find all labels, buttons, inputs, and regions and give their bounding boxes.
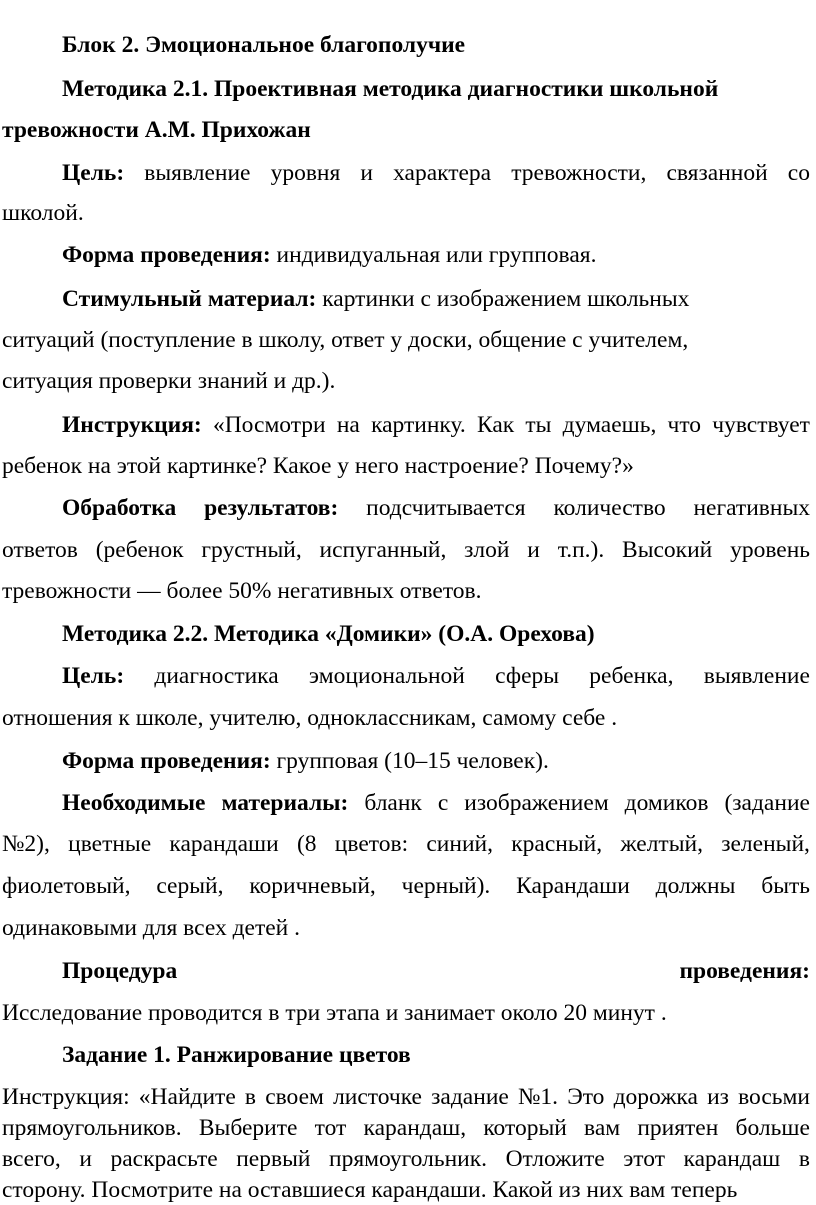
m22-form-label: Форма проведения: — [62, 748, 271, 774]
m21-goal-line1: Цель: выявление уровня и характера тревожности, связанной со — [62, 160, 810, 186]
m22-procedure-text: Исследование проводится в три этапа и занимает около 20 минут . — [2, 1000, 667, 1026]
m21-instr-line1: Инструкция: «Посмотри на картинку. Как ты думаешь, что чувствует — [62, 412, 810, 438]
m21-form: Форма проведения: индивидуальная или групповая. — [62, 242, 597, 268]
m21-form-label: Форма проведения: — [62, 242, 271, 268]
m22-mat-line2: №2), цветные карандаши (8 цветов: синий, красный, желтый, зеленый, — [2, 831, 810, 857]
m21-title-line2: тревожности А.М. Прихожан — [2, 117, 311, 143]
m22-form: Форма проведения: групповая (10–15 человек). — [62, 748, 549, 774]
m22-task1-title: Задание 1. Ранжирование цветов — [62, 1042, 411, 1068]
m21-proc-line2: ответов (ребенок грустный, испуганный, злой и т.п.). Высокий уровень — [2, 537, 810, 563]
m21-instr-line2: ребенок на этой картинке? Какое у него настроение? Почему?» — [2, 453, 634, 479]
m22-task1-line3: всего, и раскрасьте первый прямоугольник. Отложите этот карандаш в — [2, 1146, 810, 1172]
m22-mat-line1: Необходимые материалы: бланк с изображением домиков (задание — [62, 790, 810, 816]
m22-task1-line1: Инструкция: «Найдите в своем листочке задание №1. Это дорожка из восьми — [2, 1084, 810, 1110]
m21-stim-label: Стимульный материал: — [62, 286, 317, 312]
m22-title: Методика 2.2. Методика «Домики» (О.А. Орехова) — [62, 621, 595, 647]
m22-goal-line1: Цель: диагностика эмоциональной сферы ребенка, выявление — [62, 663, 810, 689]
m22-goal-line2: отношения к школе, учителю, одноклассникам, самому себе . — [2, 705, 618, 731]
m21-title-line1: Методика 2.1. Проективная методика диагностики школьной — [62, 76, 719, 102]
m21-instr-label: Инструкция: — [62, 412, 202, 438]
m21-stim-line2: ситуаций (поступление в школу, ответ у доски, общение с учителем, — [2, 327, 689, 353]
m21-proc-line1: Обработка результатов: подсчитывается количество негативных — [62, 495, 810, 521]
m21-goal-line2: школой. — [2, 200, 84, 226]
block-title: Блок 2. Эмоциональное благополучие — [62, 32, 466, 58]
m22-mat-line3: фиолетовый, серый, коричневый, черный). Карандаши должны быть — [2, 873, 810, 899]
m22-task1-line4: сторону. Посмотрите на оставшиеся карандаши. Какой из них вам теперь — [2, 1177, 738, 1203]
m21-proc-line3: тревожности — более 50% негативных ответов. — [2, 578, 482, 604]
m21-stim-line3: ситуация проверки знаний и др.). — [2, 368, 336, 394]
m22-procedure-label: Процедура проведения: — [62, 958, 810, 984]
m22-mat-line4: одинаковыми для всех детей . — [2, 915, 300, 941]
m21-goal-label: Цель: — [62, 160, 125, 186]
m22-task1-line2: прямоугольников. Выберите тот карандаш, который вам приятен больше — [2, 1115, 810, 1141]
m21-stim-line1: Стимульный материал: картинки с изображением школьных — [62, 286, 690, 312]
m22-goal-label: Цель: — [62, 663, 125, 689]
